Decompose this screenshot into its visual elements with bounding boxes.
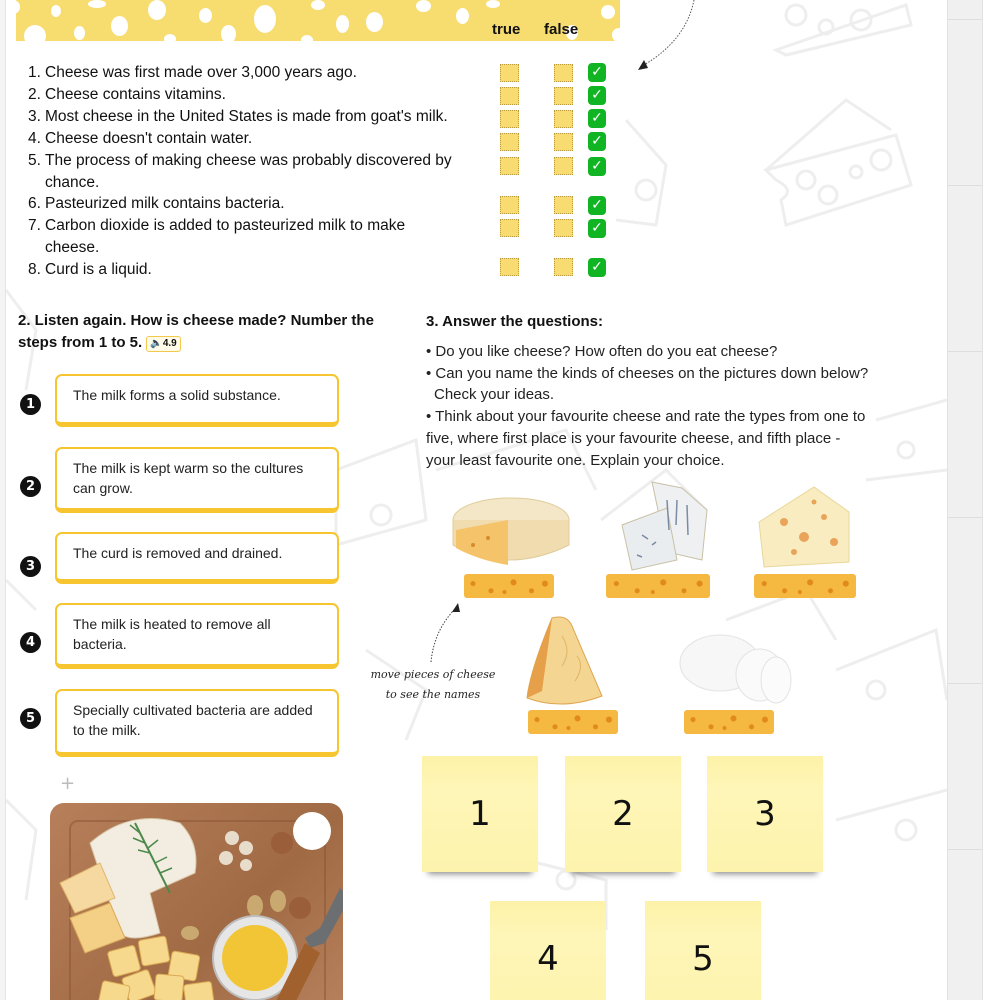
blue-cheese-image[interactable] <box>612 480 712 572</box>
dotted-arrow-up-icon <box>426 600 466 665</box>
question-3-cont2: your least favourite one. Explain your choice. <box>426 451 725 469</box>
true-checkbox-7[interactable] <box>500 219 519 237</box>
statement-5: 5. The process of making cheese was probably discovered by chance. <box>28 152 452 191</box>
step-card[interactable]: The milk is heated to remove all bacteria. <box>55 603 339 669</box>
ranking-note-1[interactable]: 1 <box>422 756 538 872</box>
step-number-badge: 5 <box>20 708 41 729</box>
step-number-badge: 3 <box>20 556 41 577</box>
question-3-cont: five, where first place is your favourite cheese, and fifth place - <box>426 429 841 447</box>
false-checkbox-4[interactable] <box>554 133 573 151</box>
check-answer-icon-1[interactable]: ✓ <box>588 63 606 82</box>
cheese-name-tag-4[interactable] <box>528 710 618 734</box>
parmesan-image[interactable] <box>522 616 606 708</box>
step-number-badge: 1 <box>20 394 41 415</box>
ranking-note-5[interactable]: 5 <box>645 901 761 1000</box>
drag-hint-text: move pieces of cheese to see the names <box>370 668 496 701</box>
step-card[interactable]: The curd is removed and drained. <box>55 532 339 584</box>
false-checkbox-6[interactable] <box>554 196 573 214</box>
audio-play-button[interactable]: 🔈4.9 <box>146 336 180 352</box>
section-3-title: 3. Answer the questions: <box>426 313 603 330</box>
false-checkbox-8[interactable] <box>554 258 573 276</box>
column-header-true: true <box>492 21 521 38</box>
add-icon[interactable]: + <box>60 773 76 794</box>
canvas-right-gutter <box>947 0 983 1000</box>
statement-6: 6. Pasteurized milk contains bacteria. <box>28 195 285 212</box>
cheese-name-tag-2[interactable] <box>606 574 710 598</box>
true-false-header-banner <box>16 0 620 41</box>
cheese-name-tag-5[interactable] <box>684 710 774 734</box>
ranking-note-3[interactable]: 3 <box>707 756 823 872</box>
true-checkbox-4[interactable] <box>500 133 519 151</box>
cheese-board-icon <box>50 803 343 1000</box>
true-checkbox-3[interactable] <box>500 110 519 128</box>
true-checkbox-6[interactable] <box>500 196 519 214</box>
mozzarella-image[interactable] <box>678 633 793 705</box>
check-answer-icon-7[interactable]: ✓ <box>588 219 606 238</box>
false-checkbox-7[interactable] <box>554 219 573 237</box>
swiss-cheese-image[interactable] <box>754 482 854 572</box>
question-1: • Do you like cheese? How often do you eat cheese? <box>426 343 778 360</box>
true-checkbox-8[interactable] <box>500 258 519 276</box>
dotted-arrow-icon <box>636 0 696 75</box>
false-checkbox-1[interactable] <box>554 64 573 82</box>
statement-2: 2. Cheese contains vitamins. <box>28 86 226 103</box>
camembert-image[interactable] <box>448 490 574 570</box>
worksheet-page <box>6 0 947 1000</box>
false-checkbox-5[interactable] <box>554 157 573 175</box>
true-checkbox-2[interactable] <box>500 87 519 105</box>
statement-4: 4. Cheese doesn't contain water. <box>28 130 253 147</box>
ranking-note-2[interactable]: 2 <box>565 756 681 872</box>
question-2-cont: Check your ideas. <box>434 386 555 404</box>
step-card[interactable]: Specially cultivated bacteria are added to the milk. <box>55 689 339 757</box>
false-checkbox-3[interactable] <box>554 110 573 128</box>
cheese-board-illustration <box>50 803 343 1000</box>
step-card[interactable]: The milk forms a solid substance. <box>55 374 339 427</box>
statement-1: 1. Cheese was first made over 3,000 years ago. <box>28 64 357 81</box>
ranking-note-4[interactable]: 4 <box>490 901 606 1000</box>
step-number-badge: 2 <box>20 476 41 497</box>
check-answer-icon-5[interactable]: ✓ <box>588 157 606 176</box>
check-answer-icon-6[interactable]: ✓ <box>588 196 606 215</box>
check-answer-icon-4[interactable]: ✓ <box>588 132 606 151</box>
question-3: • Think about your favourite cheese and rate the types from one to <box>426 408 866 426</box>
speaker-icon: 🔈 <box>150 338 163 349</box>
column-header-false: false <box>544 21 579 38</box>
statement-8: 8. Curd is a liquid. <box>28 261 152 278</box>
check-answer-icon-3[interactable]: ✓ <box>588 109 606 128</box>
statement-3: 3. Most cheese in the United States is made from goat's milk. <box>28 108 448 125</box>
check-answer-icon-2[interactable]: ✓ <box>588 86 606 105</box>
section-2-title: 2. Listen again. How is cheese made? Number the steps from 1 to 5. 🔈4.9 <box>18 312 374 351</box>
false-checkbox-2[interactable] <box>554 87 573 105</box>
question-2: • Can you name the kinds of cheeses on the pictures down below? <box>426 364 869 382</box>
check-answer-icon-8[interactable]: ✓ <box>588 258 606 277</box>
step-number-badge: 4 <box>20 632 41 653</box>
cheese-name-tag-3[interactable] <box>754 574 856 598</box>
statement-7: 7. Carbon dioxide is added to pasteurized milk to make cheese. <box>28 217 406 256</box>
step-card[interactable]: The milk is kept warm so the cultures can grow. <box>55 447 339 513</box>
cheese-name-tag-1[interactable] <box>464 574 554 598</box>
discussion-questions <box>426 341 906 471</box>
true-checkbox-1[interactable] <box>500 64 519 82</box>
true-checkbox-5[interactable] <box>500 157 519 175</box>
